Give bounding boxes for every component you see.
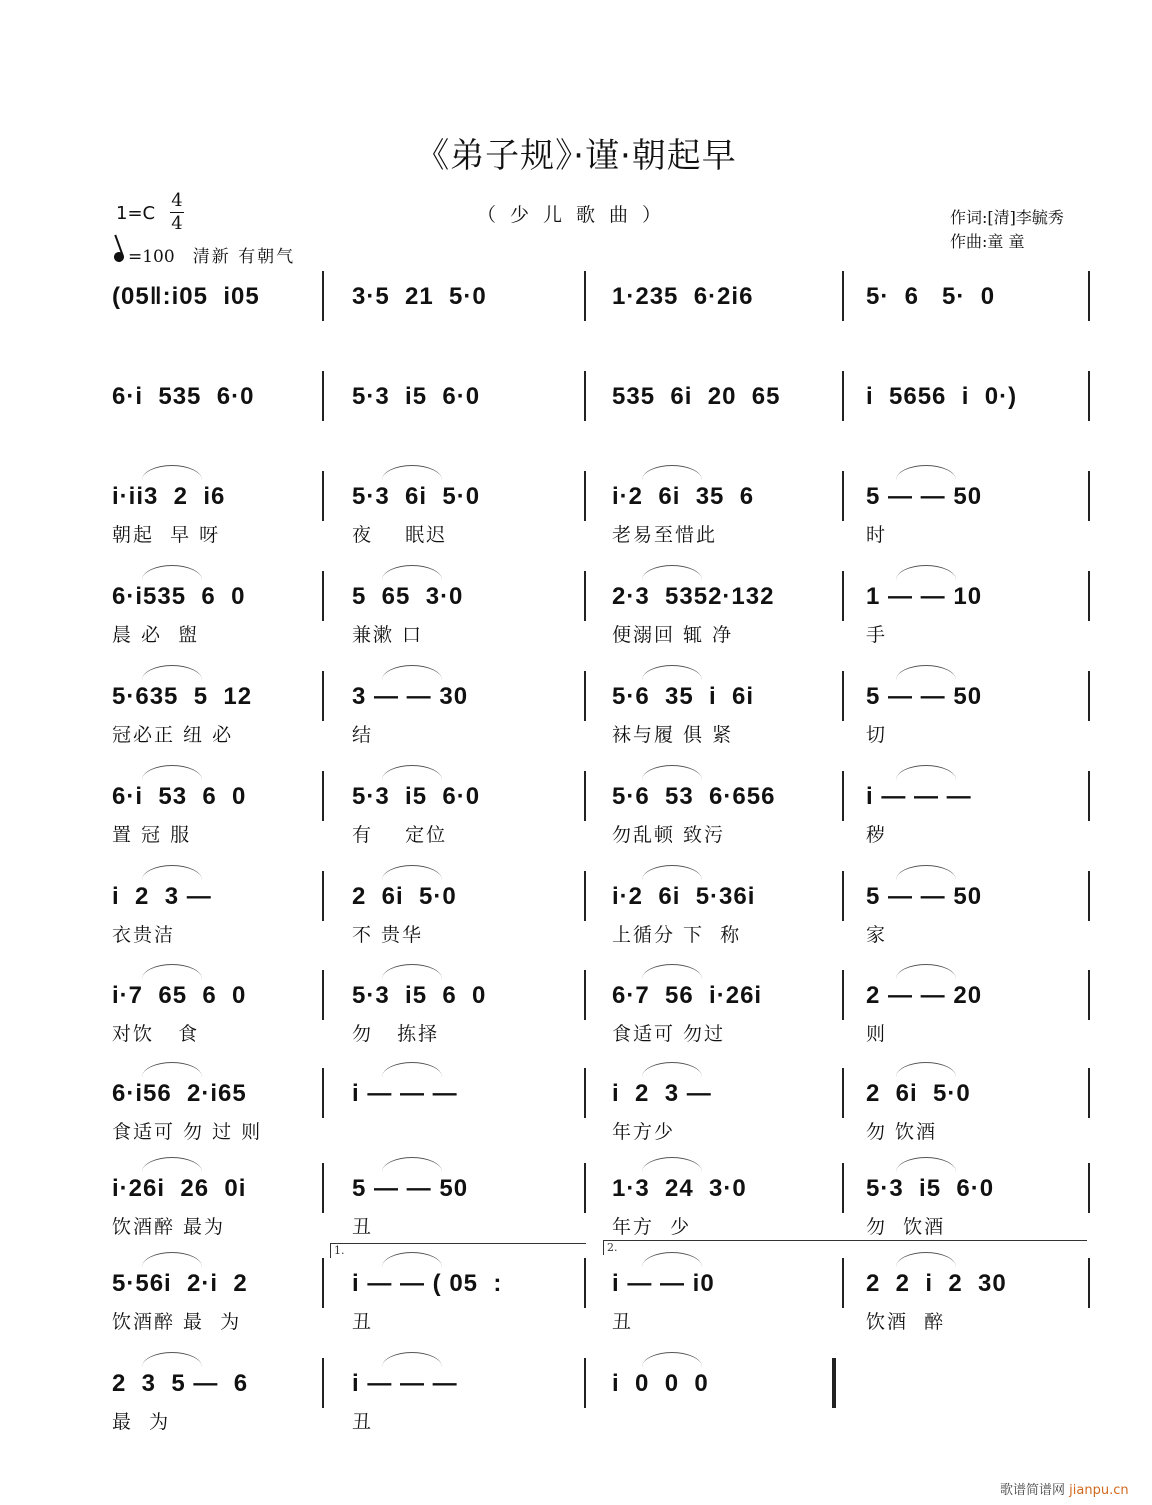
measure-notes: 2 — — 20 [866, 982, 983, 1009]
measure-notes: i·2 6i 35 6 [612, 483, 755, 510]
slur-mark [642, 665, 702, 680]
barline [1088, 1258, 1090, 1308]
measure-notes: 5·6 53 6·656 [612, 783, 776, 810]
barline [584, 1358, 586, 1408]
barline [584, 671, 586, 721]
barline [322, 1358, 324, 1408]
measure-notes: 2 2 i 2 30 [866, 1270, 1007, 1297]
measure-lyrics: 丑 [352, 1311, 374, 1333]
measure-notes: i — — — [866, 783, 972, 810]
measure-lyrics: 结 [352, 724, 374, 746]
barline [842, 771, 844, 821]
measure-notes: 5·3 i5 6 0 [352, 982, 487, 1009]
barline [322, 1258, 324, 1308]
barline [842, 671, 844, 721]
slur-mark [642, 1157, 702, 1172]
measure-notes: i·2 6i 5·36i [612, 883, 756, 910]
barline [842, 871, 844, 921]
barline [322, 771, 324, 821]
measure-lyrics: 饮酒醉 最为 [112, 1216, 226, 1238]
watermark-en: jianpu.cn [1069, 1483, 1129, 1498]
measure-lyrics: 晨 必 盥 [112, 624, 200, 646]
measure-lyrics: 切 [866, 724, 888, 746]
slur-mark [142, 1252, 202, 1267]
measure-lyrics: 食适可 勿过 [612, 1023, 726, 1045]
time-bottom: 4 [171, 213, 183, 234]
measure-notes: 6·7 56 i·26i [612, 982, 763, 1009]
slur-mark [382, 665, 442, 680]
barline [842, 1258, 844, 1308]
measure-lyrics: 勿 饮酒 [866, 1121, 938, 1143]
barline [842, 571, 844, 621]
measure-notes: 5 — — 50 [352, 1175, 469, 1202]
measure-lyrics: 勿 拣择 [352, 1023, 440, 1045]
tempo-marking [114, 242, 295, 267]
barline [1088, 771, 1090, 821]
slur-mark [142, 964, 202, 979]
barline [842, 1163, 844, 1213]
measure-notes: 6·i56 2·i65 [112, 1080, 247, 1107]
time-top: 4 [171, 190, 183, 211]
measure-notes: 5· 6 5· 0 [866, 283, 996, 310]
barline [322, 671, 324, 721]
slur-mark [642, 865, 702, 880]
lyricist: 作词:[清]李毓秀 [950, 208, 1064, 227]
measure-notes: 2 6i 5·0 [352, 883, 457, 910]
credits [950, 206, 1064, 254]
barline [584, 771, 586, 821]
measure-lyrics: 则 [866, 1023, 888, 1045]
barline [584, 871, 586, 921]
measure-notes: 6·i 53 6 0 [112, 783, 247, 810]
barline [584, 471, 586, 521]
measure-lyrics: 家 [866, 924, 888, 946]
measure-notes: 2·3 5352·132 [612, 583, 775, 610]
barline [584, 1258, 586, 1308]
barline [1088, 671, 1090, 721]
composer: 作曲:童 童 [950, 232, 1025, 251]
slur-mark [642, 565, 702, 580]
measure-lyrics: 袜与履 俱 紧 [612, 724, 734, 746]
measure-notes: 5·3 6i 5·0 [352, 483, 481, 510]
key-signature: 1=C [116, 203, 156, 224]
slur-mark [382, 465, 442, 480]
slur-mark [142, 465, 202, 480]
barline [584, 970, 586, 1020]
measure-notes: 5·56i 2·i 2 [112, 1270, 248, 1297]
slur-mark [896, 1157, 956, 1172]
barline [322, 1163, 324, 1213]
slur-mark [896, 765, 956, 780]
barline [1088, 371, 1090, 421]
measure-notes: 1 — — 10 [866, 583, 983, 610]
barline [584, 1163, 586, 1213]
slur-mark [142, 765, 202, 780]
measure-lyrics: 年方少 [612, 1121, 676, 1143]
barline [584, 371, 586, 421]
measure-lyrics: 不 贵华 [352, 924, 424, 946]
slur-mark [142, 665, 202, 680]
barline [842, 471, 844, 521]
measure-notes: 1·235 6·2i6 [612, 283, 754, 310]
barline [322, 471, 324, 521]
barline [832, 1358, 836, 1408]
measure-notes: 5·3 i5 6·0 [352, 383, 481, 410]
measure-lyrics: 有 定位 [352, 824, 448, 846]
measure-lyrics: 置 冠 服 [112, 824, 192, 846]
volta-2: 2. [603, 1240, 1087, 1255]
slur-mark [382, 1062, 442, 1077]
barline [322, 571, 324, 621]
measure-notes: 5 — — 50 [866, 683, 983, 710]
slur-mark [382, 964, 442, 979]
subtitle: （少儿歌曲） [476, 204, 675, 226]
tempo-value: =100 [128, 247, 175, 267]
slur-mark [642, 1062, 702, 1077]
measure-lyrics: 时 [866, 524, 888, 546]
measure-lyrics: 手 [866, 624, 888, 646]
measure-notes: (05‖:i05 i05 [112, 283, 260, 310]
page-title: 《弟子规》·谨·朝起早 [415, 136, 737, 176]
measure-lyrics: 饮酒 醉 [866, 1311, 946, 1333]
measure-notes: i·7 65 6 0 [112, 982, 247, 1009]
measure-notes: 2 3 5 — 6 [112, 1370, 249, 1397]
barline [842, 970, 844, 1020]
measure-notes: 5 65 3·0 [352, 583, 464, 610]
measure-notes: 5 — — 50 [866, 883, 983, 910]
measure-lyrics: 最 为 [112, 1411, 171, 1433]
measure-lyrics: 便溺回 辄 净 [612, 624, 734, 646]
barline [842, 1068, 844, 1118]
slur-mark [382, 565, 442, 580]
slur-mark [142, 1157, 202, 1172]
barline [584, 1068, 586, 1118]
measure-notes: 5·3 i5 6·0 [352, 783, 481, 810]
measure-lyrics: 朝起 早 呀 [112, 524, 221, 546]
measure-lyrics: 老易至惜此 [612, 524, 718, 546]
slur-mark [896, 665, 956, 680]
measure-notes: 3·5 21 5·0 [352, 283, 487, 310]
slur-mark [896, 565, 956, 580]
measure-notes: i — — — [352, 1370, 458, 1397]
measure-notes: i 2 3 — [112, 883, 212, 910]
slur-mark [142, 1062, 202, 1077]
measure-lyrics: 兼漱 口 [352, 624, 424, 646]
measure-notes: i 0 0 0 [612, 1370, 709, 1397]
slur-mark [642, 765, 702, 780]
measure-lyrics: 冠必正 纽 必 [112, 724, 234, 746]
measure-lyrics: 丑 [352, 1411, 374, 1433]
slur-mark [896, 465, 956, 480]
barline [1088, 871, 1090, 921]
measure-notes: i 2 3 — [612, 1080, 712, 1107]
slur-mark [896, 964, 956, 979]
measure-notes: 5·3 i5 6·0 [866, 1175, 995, 1202]
watermark-cn: 歌谱简谱网 [1000, 1483, 1066, 1498]
measure-notes: 5·6 35 i 6i [612, 683, 755, 710]
measure-notes: 535 6i 20 65 [612, 383, 781, 410]
barline [1088, 471, 1090, 521]
measure-notes: i — — i0 [612, 1270, 715, 1297]
measure-lyrics: 食适可 勿 过 则 [112, 1121, 263, 1143]
measure-lyrics: 丑 [352, 1216, 374, 1238]
measure-lyrics: 秽 [866, 824, 888, 846]
barline [322, 871, 324, 921]
measure-notes: 1·3 24 3·0 [612, 1175, 747, 1202]
measure-notes: 5 — — 50 [866, 483, 983, 510]
quarter-note-icon [113, 251, 126, 264]
barline [322, 1068, 324, 1118]
measure-lyrics: 勿乱顿 致污 [612, 824, 726, 846]
measure-lyrics: 夜 眠迟 [352, 524, 448, 546]
barline [1088, 970, 1090, 1020]
barline [842, 271, 844, 321]
slur-mark [382, 1352, 442, 1367]
measure-notes: 6·i535 6 0 [112, 583, 246, 610]
barline [322, 970, 324, 1020]
barline [842, 371, 844, 421]
slur-mark [642, 964, 702, 979]
barline [1088, 271, 1090, 321]
measure-lyrics: 对饮 食 [112, 1023, 200, 1045]
barline [1088, 571, 1090, 621]
slur-mark [642, 1352, 702, 1367]
measure-lyrics: 勿 饮酒 [866, 1216, 946, 1238]
measure-notes: 5·635 5 12 [112, 683, 253, 710]
slur-mark [896, 865, 956, 880]
measure-lyrics: 衣贵洁 [112, 924, 176, 946]
slur-mark [142, 565, 202, 580]
measure-lyrics: 丑 [612, 1311, 634, 1333]
slur-mark [142, 1352, 202, 1367]
slur-mark [382, 765, 442, 780]
measure-notes: 3 — — 30 [352, 683, 469, 710]
barline [322, 371, 324, 421]
measure-lyrics: 上循分 下 称 [612, 924, 742, 946]
slur-mark [382, 865, 442, 880]
volta-1: 1. [330, 1243, 586, 1258]
measure-notes: i·ii3 2 i6 [112, 483, 226, 510]
measure-notes: 2 6i 5·0 [866, 1080, 971, 1107]
slur-mark [382, 1157, 442, 1172]
measure-notes: i — — ( 05 : [352, 1270, 503, 1297]
watermark [1000, 1479, 1129, 1498]
expression-text: 清新 有朝气 [192, 247, 296, 267]
slur-mark [896, 1062, 956, 1077]
barline [322, 271, 324, 321]
measure-notes: i 5656 i 0·) [866, 383, 1018, 410]
measure-notes: i — — — [352, 1080, 458, 1107]
measure-lyrics: 饮酒醉 最 为 [112, 1311, 242, 1333]
barline [584, 271, 586, 321]
measure-notes: 6·i 535 6·0 [112, 383, 255, 410]
barline [1088, 1163, 1090, 1213]
slur-mark [142, 865, 202, 880]
barline [584, 571, 586, 621]
measure-notes: i·26i 26 0i [112, 1175, 247, 1202]
measure-lyrics: 年方 少 [612, 1216, 692, 1238]
time-signature [170, 190, 184, 235]
barline [1088, 1068, 1090, 1118]
slur-mark [642, 465, 702, 480]
